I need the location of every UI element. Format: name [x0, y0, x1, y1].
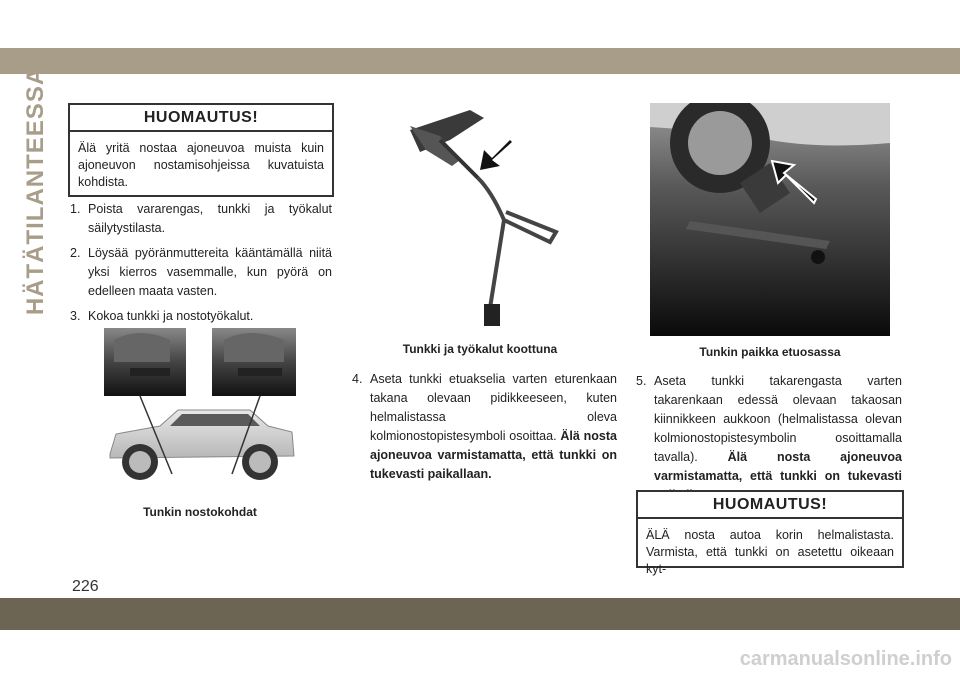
step-number: 4.	[352, 372, 363, 386]
step-text-bold: Älä nosta ajoneuvoa varmistamatta, että tunkki on tukevasti	[654, 450, 902, 483]
top-margin	[0, 0, 960, 48]
section-tab	[18, 66, 54, 316]
watermark: carmanualsonline.info	[739, 648, 952, 670]
step-text-normal: Aseta tunkki takarengasta varten takarenkaan edessä olevaan takaosan kiinnikkeen aukkoon (helmalistassa olevan kolmionostopistesymbolin osoittamalla tavalla).	[654, 374, 902, 464]
steps-list-left	[70, 200, 332, 332]
page-number: 226	[72, 578, 99, 595]
jack-assembled-figure	[380, 100, 580, 335]
figure-caption: Tunkki ja työkalut koottuna	[402, 342, 558, 356]
step-number: 2.	[70, 246, 81, 260]
step-item	[70, 200, 332, 238]
step-text: Kokoa tunkki ja nostotyökalut.	[88, 309, 254, 323]
step-item	[70, 244, 332, 301]
jack-front-figure	[650, 103, 890, 336]
car-lift-illustration	[100, 326, 300, 502]
step-text: Poista vararengas, tunkki ja työkalut säilytystilasta.	[88, 202, 332, 235]
step-number: 5.	[636, 374, 647, 388]
step-text-normal: Aseta tunkki etuakselia varten eturenkaan takana olevaan pidikkeeseen, kuten helmalistassa oleva kolmionostopistesymboli osoittaa.	[370, 372, 617, 443]
step-text: Löysää pyöränmuttereita kääntämällä niitä yksi kierros vasemmalle, kun pyörä on edelleen maata vasten.	[88, 246, 332, 298]
notice-box-2	[636, 490, 904, 576]
step-item	[70, 307, 332, 326]
step-text	[370, 370, 617, 484]
step-item	[636, 372, 902, 505]
header-band	[0, 48, 960, 74]
notice-title: HUOMAUTUS!	[70, 105, 332, 132]
step-number: 1.	[70, 202, 81, 216]
notice-box-1	[68, 103, 334, 197]
step-text	[654, 372, 902, 505]
step-text-bold: Älä nosta ajoneuvoa varmistamatta, että tunkki on tukevasti paikallaan.	[370, 429, 618, 481]
figure-caption: Tunkin nostokohdat	[143, 505, 257, 519]
figure-caption: Tunkin paikka etuosassa	[699, 345, 841, 359]
jack-front-illustration	[650, 103, 890, 336]
step-4	[352, 370, 617, 490]
step-number: 3.	[70, 309, 81, 323]
section-tab-label: HÄTÄTILANTEESSA	[22, 66, 49, 316]
lift-points-figure	[100, 326, 300, 502]
notice-title: HUOMAUTUS!	[638, 492, 902, 519]
jack-tools-illustration	[380, 100, 580, 335]
footer-band	[0, 598, 960, 630]
step-item	[352, 370, 617, 484]
notice-body: ÄLÄ nosta autoa korin helmalistasta. Varmista, että tunkki on asetettu oikeaan kyt-	[646, 528, 894, 576]
notice-body: Älä yritä nostaa ajoneuvoa muista kuin ajoneuvon nostamisohjeissa kuvatuista kohdista.	[78, 141, 324, 189]
